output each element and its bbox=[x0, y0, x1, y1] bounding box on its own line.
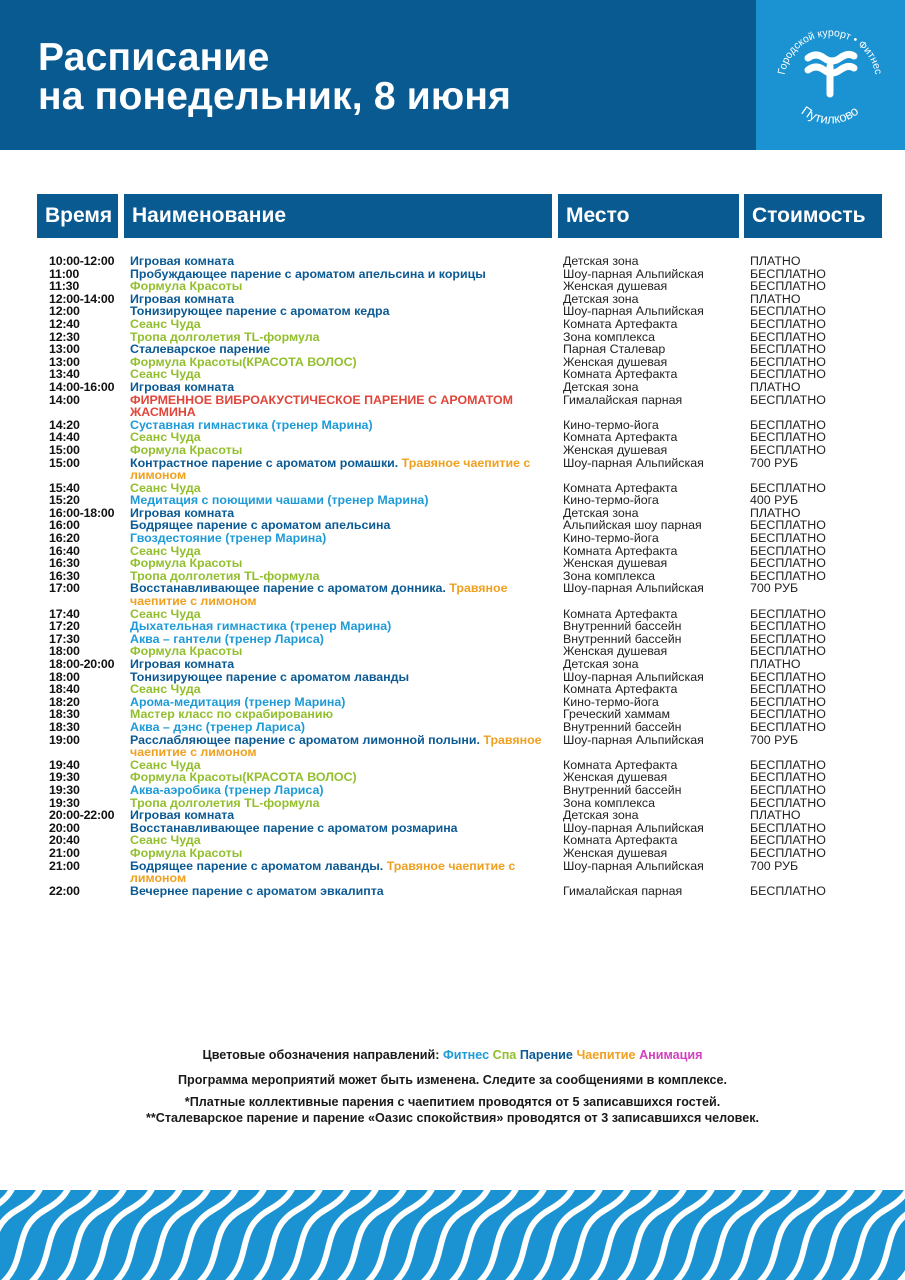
activity-text: Сеанс Чуда bbox=[130, 757, 201, 772]
row-place: Шоу-парная Альпийская bbox=[563, 669, 704, 684]
row-place: Греческий хаммам bbox=[563, 707, 671, 722]
row-cost: БЕСПЛАТНО bbox=[750, 279, 826, 294]
activity-text: Бодрящее парение с ароматом лаванды. bbox=[130, 858, 387, 873]
row-place: Шоу-парная Альпийская bbox=[563, 820, 704, 835]
table-row bbox=[0, 734, 905, 759]
row-cost: БЕСПЛАТНО bbox=[750, 329, 826, 344]
row-place: Зона комплекса bbox=[563, 568, 655, 583]
activity-text: Арома-медитация (тренер Марина) bbox=[130, 694, 346, 709]
row-time: 21:00 bbox=[49, 845, 80, 860]
row-time: 17:30 bbox=[49, 631, 80, 646]
activity-text: Сталеварское парение bbox=[130, 342, 271, 357]
row-time: 13:00 bbox=[49, 354, 80, 369]
row-place: Комната Артефакта bbox=[563, 316, 678, 331]
activity-text: Сеанс Чуда bbox=[130, 480, 201, 495]
row-cost: 700 РУБ bbox=[750, 858, 799, 873]
row-place: Комната Артефакта bbox=[563, 480, 678, 495]
activity-text: Пробуждающее парение с ароматом апельсина и корицы bbox=[130, 266, 486, 281]
row-place: Шоу-парная Альпийская bbox=[563, 266, 704, 281]
row-cost: БЕСПЛАТНО bbox=[750, 707, 826, 722]
row-time: 18:30 bbox=[49, 719, 80, 734]
activity-text: Восстанавливающее парение с ароматом донника. bbox=[130, 581, 450, 596]
row-cost: БЕСПЛАТНО bbox=[750, 316, 826, 331]
row-time: 11:30 bbox=[49, 279, 80, 294]
row-time: 14:20 bbox=[49, 417, 80, 432]
activity-text: Дыхательная гимнастика (тренер Марина) bbox=[130, 619, 392, 634]
row-place: Детская зона bbox=[563, 254, 639, 268]
row-cost: 700 РУБ bbox=[750, 732, 799, 747]
row-cost: БЕСПЛАТНО bbox=[750, 845, 826, 860]
row-time: 17:00 bbox=[49, 581, 80, 596]
row-time: 16:30 bbox=[49, 556, 80, 571]
row-cost: БЕСПЛАТНО bbox=[750, 669, 826, 684]
activity-text: ФИРМЕННОЕ ВИБРОАКУСТИЧЕСКОЕ ПАРЕНИЕ С АРОМАТОМ ЖАСМИНА bbox=[130, 392, 513, 420]
row-time: 15:00 bbox=[49, 455, 80, 470]
row-place: Зона комплекса bbox=[563, 329, 655, 344]
legend-label: Цветовые обозначения направлений: bbox=[202, 1048, 443, 1062]
row-place: Альпийская шоу парная bbox=[563, 518, 702, 533]
table-row bbox=[0, 394, 905, 419]
row-place: Кино-термо-йога bbox=[563, 417, 659, 432]
row-time: 17:40 bbox=[49, 606, 80, 621]
decorative-wave-pattern bbox=[0, 1190, 905, 1280]
row-cost: ПЛАТНО bbox=[750, 254, 801, 268]
row-place: Женская душевая bbox=[563, 845, 668, 860]
row-place: Шоу-парная Альпийская bbox=[563, 858, 704, 873]
column-header-name: Наименование bbox=[124, 194, 552, 238]
row-cost: БЕСПЛАТНО bbox=[750, 631, 826, 646]
color-legend bbox=[0, 1048, 905, 1062]
activity-text: Расслабляющее парение с ароматом лимонной полыни. bbox=[130, 732, 484, 747]
row-place: Гималайская парная bbox=[563, 883, 683, 898]
row-cost: БЕСПЛАТНО bbox=[750, 367, 826, 382]
row-cost: 400 РУБ bbox=[750, 493, 799, 508]
page-title bbox=[38, 38, 511, 116]
row-cost: ПЛАТНО bbox=[750, 808, 801, 823]
row-place: Кино-термо-йога bbox=[563, 493, 659, 508]
activity-text: Восстанавливающее парение с ароматом розмарина bbox=[130, 820, 458, 835]
activity-text: Сеанс Чуда bbox=[130, 833, 201, 848]
row-place: Внутренний бассейн bbox=[563, 719, 682, 734]
header-banner bbox=[0, 0, 756, 150]
row-cost: БЕСПЛАТНО bbox=[750, 770, 826, 785]
schedule-table bbox=[0, 255, 905, 897]
row-place: Кино-термо-йога bbox=[563, 531, 659, 546]
row-place: Комната Артефакта bbox=[563, 606, 678, 621]
row-place: Детская зона bbox=[563, 379, 639, 394]
activity-text: Сеанс Чуда bbox=[130, 430, 201, 445]
row-cost: БЕСПЛАТНО bbox=[750, 354, 826, 369]
activity-text: Игровая комната bbox=[130, 291, 235, 306]
row-time: 15:40 bbox=[49, 480, 80, 495]
row-cost: БЕСПЛАТНО bbox=[750, 342, 826, 357]
row-time: 18:40 bbox=[49, 682, 80, 697]
row-activity-name bbox=[130, 734, 555, 759]
activity-text: Формула Красоты bbox=[130, 442, 243, 457]
row-place: Внутренний бассейн bbox=[563, 782, 682, 797]
legend-items bbox=[443, 1048, 703, 1062]
row-place: Кино-термо-йога bbox=[563, 694, 659, 709]
row-place: Комната Артефакта bbox=[563, 430, 678, 445]
activity-text: Бодрящее парение с ароматом апельсина bbox=[130, 518, 391, 533]
row-time: 21:00 bbox=[49, 858, 80, 873]
row-activity-name bbox=[130, 860, 555, 885]
row-place: Зона комплекса bbox=[563, 795, 655, 810]
row-cost: ПЛАТНО bbox=[750, 657, 801, 671]
activity-text: Тропа долголетия TL-формула bbox=[130, 568, 320, 583]
row-time: 17:20 bbox=[49, 619, 80, 634]
activity-text: Сеанс Чуда bbox=[130, 367, 201, 382]
row-place: Внутренний бассейн bbox=[563, 619, 682, 634]
row-place: Шоу-парная Альпийская bbox=[563, 455, 704, 470]
row-cost: БЕСПЛАТНО bbox=[750, 442, 826, 457]
row-cost: БЕСПЛАТНО bbox=[750, 430, 826, 445]
row-cost: 700 РУБ bbox=[750, 455, 799, 470]
title-line-2: на понедельник, 8 июня bbox=[38, 75, 512, 118]
row-place: Женская душевая bbox=[563, 279, 668, 294]
row-time: 20:00 bbox=[49, 820, 80, 835]
row-place: Комната Артефакта bbox=[563, 682, 678, 697]
row-cost: БЕСПЛАТНО bbox=[750, 644, 826, 659]
activity-text: Суставная гимнастика (тренер Марина) bbox=[130, 417, 373, 432]
row-time: 19:30 bbox=[49, 795, 80, 810]
row-place: Гималайская парная bbox=[563, 392, 683, 407]
logo-emblem-icon bbox=[756, 0, 905, 150]
row-place: Женская душевая bbox=[563, 354, 668, 369]
row-cost: ПЛАТНО bbox=[750, 505, 801, 520]
row-time: 20:40 bbox=[49, 833, 80, 848]
row-cost: БЕСПЛАТНО bbox=[750, 392, 826, 407]
row-cost: БЕСПЛАТНО bbox=[750, 606, 826, 621]
row-time: 15:00 bbox=[49, 442, 80, 457]
row-time: 16:30 bbox=[49, 568, 80, 583]
notice-steelmaker-session: **Сталеварское парение и парение «Оазис спокойствия» проводятся от 3 записавшихся человек. bbox=[145, 1111, 760, 1125]
logo-arc-text: Городской курорт • Фитнес bbox=[775, 26, 885, 76]
row-place: Комната Артефакта bbox=[563, 367, 678, 382]
row-time: 19:00 bbox=[49, 732, 80, 747]
row-place: Женская душевая bbox=[563, 556, 668, 571]
row-time: 19:40 bbox=[49, 757, 80, 772]
row-time: 14:00 bbox=[49, 392, 80, 407]
row-time: 12:30 bbox=[49, 329, 80, 344]
row-time: 16:20 bbox=[49, 531, 80, 546]
row-time: 18:30 bbox=[49, 707, 80, 722]
row-time: 10:00-12:00 bbox=[49, 254, 115, 268]
activity-text: Травяное чаепитие с лимоном bbox=[130, 581, 508, 609]
row-cost: БЕСПЛАТНО bbox=[750, 556, 826, 571]
row-cost: БЕСПЛАТНО bbox=[750, 719, 826, 734]
activity-text: Тропа долголетия TL-формула bbox=[130, 795, 320, 810]
legend-item-steam: Парение bbox=[519, 1048, 577, 1062]
activity-text: Аква – гантели (тренер Лариса) bbox=[130, 631, 324, 646]
row-time: 15:20 bbox=[49, 493, 80, 508]
activity-text: Формула Красоты bbox=[130, 279, 243, 294]
row-time: 18:00-20:00 bbox=[49, 657, 115, 671]
notice-paid-sessions: *Платные коллективные парения с чаепитием проводятся от 5 записавшихся гостей. bbox=[184, 1095, 721, 1109]
row-place: Шоу-парная Альпийская bbox=[563, 304, 704, 319]
activity-text: Травяное чаепитие с лимоном bbox=[130, 732, 542, 760]
activity-text: Тропа долголетия TL-формула bbox=[130, 329, 320, 344]
legend-item-animation: Анимация bbox=[639, 1048, 703, 1062]
row-activity-name bbox=[130, 582, 555, 607]
activity-text: Аква-аэробика (тренер Лариса) bbox=[130, 782, 324, 797]
activity-text: Игровая комната bbox=[130, 657, 235, 671]
activity-text: Игровая комната bbox=[130, 254, 235, 268]
table-row bbox=[0, 860, 905, 885]
logo-bottom-text: Путилково bbox=[798, 103, 862, 127]
row-cost: ПЛАТНО bbox=[750, 291, 801, 306]
row-time: 18:20 bbox=[49, 694, 80, 709]
row-time: 12:00-14:00 bbox=[49, 291, 115, 306]
row-cost: БЕСПЛАТНО bbox=[750, 417, 826, 432]
activity-text: Тонизирующее парение с ароматом кедра bbox=[130, 304, 390, 319]
row-time: 19:30 bbox=[49, 770, 80, 785]
row-place: Детская зона bbox=[563, 808, 639, 823]
column-header-time: Время bbox=[37, 194, 118, 238]
activity-text: Контрастное парение с ароматом ромашки. bbox=[130, 455, 402, 470]
row-time: 19:30 bbox=[49, 782, 80, 797]
activity-text: Сеанс Чуда bbox=[130, 316, 201, 331]
activity-text: Аква – дэнс (тренер Лариса) bbox=[130, 719, 305, 734]
row-cost: БЕСПЛАТНО bbox=[750, 568, 826, 583]
row-time: 16:00-18:00 bbox=[49, 505, 115, 520]
row-cost: 700 РУБ bbox=[750, 581, 799, 596]
table-row bbox=[0, 582, 905, 607]
row-place: Детская зона bbox=[563, 657, 639, 671]
row-cost: БЕСПЛАТНО bbox=[750, 304, 826, 319]
row-time: 20:00-22:00 bbox=[49, 808, 115, 823]
legend-item-tea: Чаепитие bbox=[576, 1048, 640, 1062]
row-activity-name bbox=[130, 457, 555, 482]
row-place: Женская душевая bbox=[563, 770, 668, 785]
row-time: 14:00-16:00 bbox=[49, 379, 115, 394]
row-activity-name bbox=[130, 885, 555, 898]
row-cost: БЕСПЛАТНО bbox=[750, 266, 826, 281]
row-place: Внутренний бассейн bbox=[563, 631, 682, 646]
activity-text: Сеанс Чуда bbox=[130, 543, 201, 558]
row-time: 22:00 bbox=[49, 883, 80, 898]
row-place: Женская душевая bbox=[563, 644, 668, 659]
row-cost: БЕСПЛАТНО bbox=[750, 682, 826, 697]
table-row bbox=[0, 457, 905, 482]
row-place: Шоу-парная Альпийская bbox=[563, 581, 704, 596]
resort-logo bbox=[756, 0, 905, 150]
row-place: Парная Сталевар bbox=[563, 342, 666, 357]
row-cost: БЕСПЛАТНО bbox=[750, 480, 826, 495]
row-time: 11:00 bbox=[49, 266, 80, 281]
activity-text: Тонизирующее парение с ароматом лаванды bbox=[130, 669, 410, 684]
activity-text: Мастер класс по скрабированию bbox=[130, 707, 334, 722]
row-time: 18:00 bbox=[49, 644, 80, 659]
notice-schedule-change: Программа мероприятий может быть изменена. Следите за сообщениями в комплексе. bbox=[177, 1073, 727, 1087]
row-cost: БЕСПЛАТНО bbox=[750, 531, 826, 546]
row-time: 18:00 bbox=[49, 669, 80, 684]
activity-text: Формула Красоты bbox=[130, 556, 243, 571]
wave-pattern-icon bbox=[0, 1190, 905, 1280]
activity-text: Формула Красоты bbox=[130, 644, 243, 659]
title-line-1: Расписание bbox=[38, 36, 270, 79]
legend-item-fitness: Фитнес bbox=[443, 1048, 493, 1062]
activity-text: Формула Красоты bbox=[130, 845, 243, 860]
row-time: 12:00 bbox=[49, 304, 80, 319]
wave-stroke bbox=[840, 1190, 905, 1280]
column-header-cost: Стоимость bbox=[744, 194, 882, 238]
activity-text: Игровая комната bbox=[130, 505, 235, 520]
activity-text: Сеанс Чуда bbox=[130, 606, 201, 621]
row-cost: БЕСПЛАТНО bbox=[750, 518, 826, 533]
activity-text: Формула Красоты(КРАСОТА ВОЛОС) bbox=[130, 770, 357, 785]
row-cost: БЕСПЛАТНО bbox=[750, 782, 826, 797]
activity-text: Игровая комната bbox=[130, 808, 235, 823]
row-time: 14:40 bbox=[49, 430, 80, 445]
row-time: 13:40 bbox=[49, 367, 80, 382]
row-place: Шоу-парная Альпийская bbox=[563, 732, 704, 747]
row-cost: БЕСПЛАТНО bbox=[750, 795, 826, 810]
row-place: Детская зона bbox=[563, 505, 639, 520]
activity-text: Вечернее парение с ароматом эвкалипта bbox=[130, 883, 384, 898]
column-header-place: Место bbox=[558, 194, 739, 238]
row-place: Комната Артефакта bbox=[563, 757, 678, 772]
row-cost: БЕСПЛАТНО bbox=[750, 757, 826, 772]
row-cost: ПЛАТНО bbox=[750, 379, 801, 394]
table-row bbox=[0, 885, 905, 898]
row-time: 16:00 bbox=[49, 518, 80, 533]
row-activity-name bbox=[130, 394, 555, 419]
activity-text: Игровая комната bbox=[130, 379, 235, 394]
row-cost: БЕСПЛАТНО bbox=[750, 820, 826, 835]
row-cost: БЕСПЛАТНО bbox=[750, 883, 826, 898]
row-time: 13:00 bbox=[49, 342, 80, 357]
row-place: Детская зона bbox=[563, 291, 639, 306]
row-place: Комната Артефакта bbox=[563, 543, 678, 558]
row-place: Женская душевая bbox=[563, 442, 668, 457]
activity-text: Гвоздестояние (тренер Марина) bbox=[130, 531, 327, 546]
row-cost: БЕСПЛАТНО bbox=[750, 619, 826, 634]
activity-text: Травяное чаепитие с лимоном bbox=[130, 455, 531, 483]
row-time: 12:40 bbox=[49, 316, 80, 331]
activity-text: Медитация с поющими чашами (тренер Марина) bbox=[130, 493, 429, 508]
row-place: Комната Артефакта bbox=[563, 833, 678, 848]
row-cost: БЕСПЛАТНО bbox=[750, 694, 826, 709]
legend-item-spa: Спа bbox=[492, 1048, 520, 1062]
activity-text: Травяное чаепитие с лимоном bbox=[130, 858, 516, 886]
activity-text: Формула Красоты(КРАСОТА ВОЛОС) bbox=[130, 354, 357, 369]
row-cost: БЕСПЛАТНО bbox=[750, 833, 826, 848]
activity-text: Сеанс Чуда bbox=[130, 682, 201, 697]
row-time: 16:40 bbox=[49, 543, 80, 558]
row-cost: БЕСПЛАТНО bbox=[750, 543, 826, 558]
